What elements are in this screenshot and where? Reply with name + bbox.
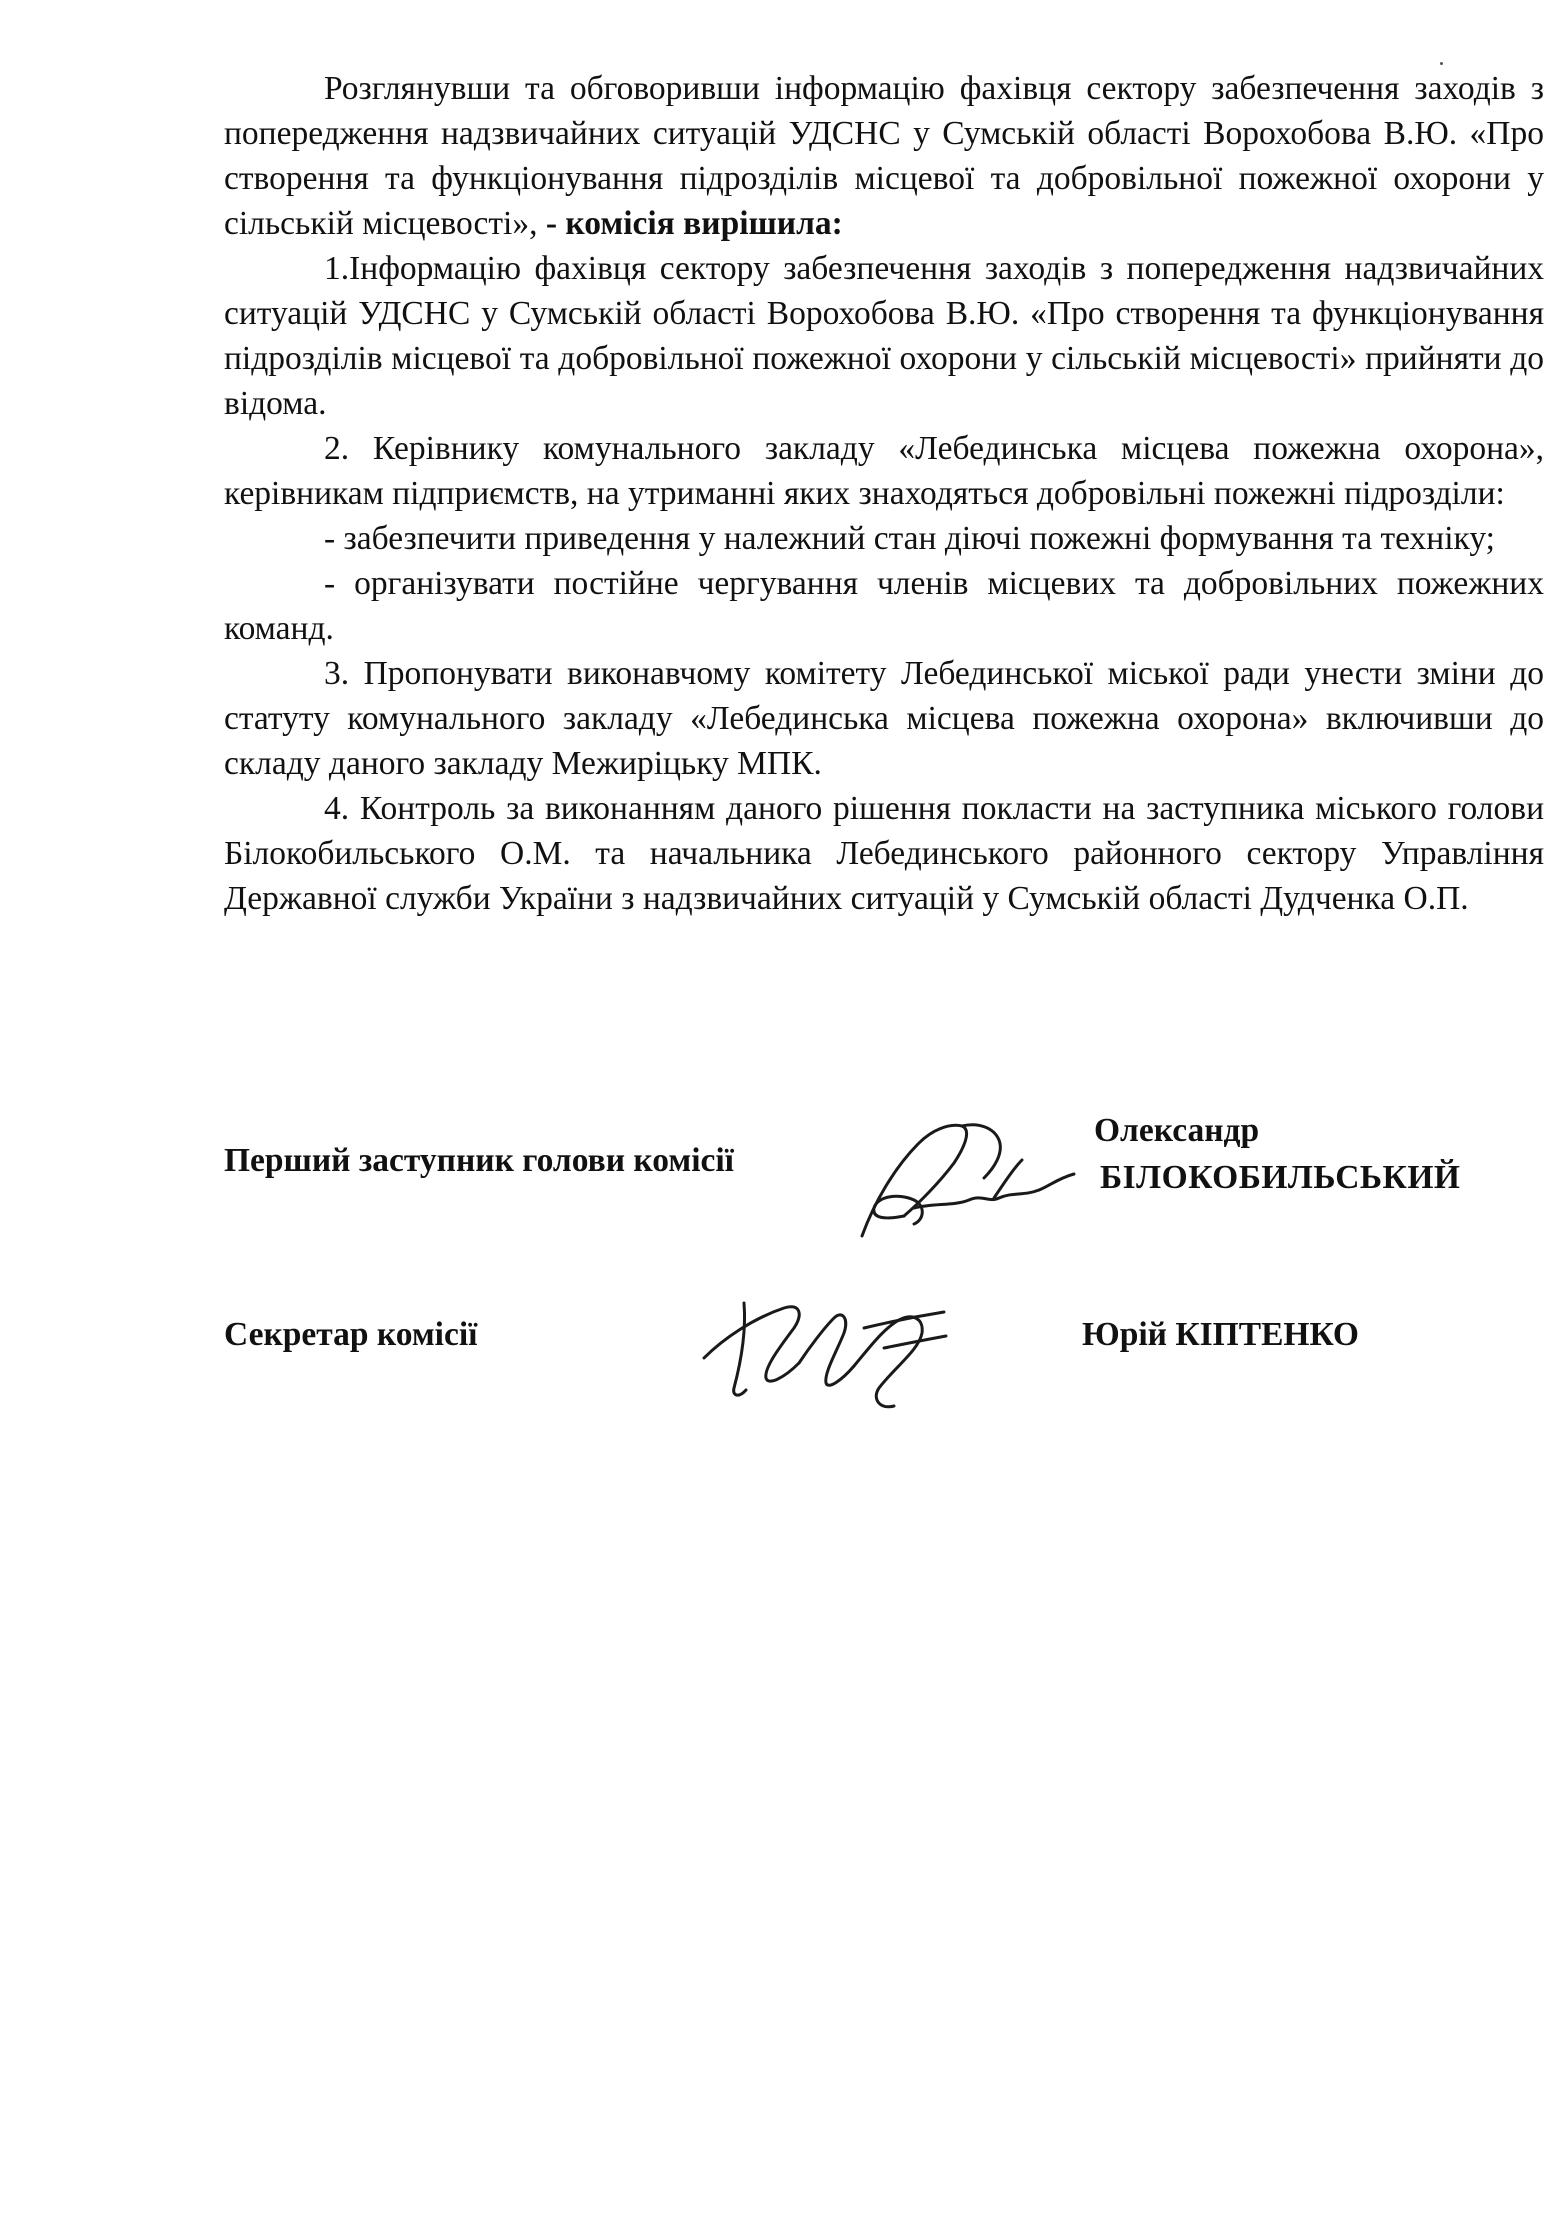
decision-label: - комісія вирішила: — [545, 205, 843, 242]
signature-row-first — [224, 1108, 1544, 1248]
intro-text: Розглянувши та обговоривши інформацію фахівця сектору забезпечення заходів з попередження надзвичайних ситуацій УДСНС у Сумській області Ворохобова В.Ю. «Про створення та функціонування підрозділів місцевої та добровільної пожежної охорони у сільській місцевості», — [224, 70, 1544, 242]
signatory-position-second: Секретар комісії — [224, 1316, 478, 1353]
paragraph-item-4: 4. Контроль за виконанням даного рішення покласти на заступника міського голови Білокобильського О.М. та начальника Лебединського районного сектору Управління Державної служби України з надзвичайних ситуацій у Сумській області Дудченка О.П. — [224, 790, 1544, 917]
signatory-family-name-first: БІЛОКОБИЛЬСЬКИЙ — [1100, 1159, 1461, 1196]
signatory-given-name-first: Олександр — [1094, 1112, 1260, 1149]
paragraph-intro — [224, 66, 1544, 246]
paragraph-item-3: 3. Пропонувати виконавчому комітету Лебединської міської ради унести зміни до статуту комунального закладу «Лебединська місцева пожежна охорона» включивши до складу даного закладу Межиріцьку МПК. — [224, 655, 1544, 782]
document-body — [224, 66, 1544, 921]
signature-row-second — [224, 1290, 1544, 1430]
signatory-position-first: Перший заступник голови комісії — [224, 1142, 734, 1179]
scan-speck — [1440, 62, 1443, 65]
handwritten-signature-second — [684, 1278, 984, 1418]
paragraph-item-1: 1.Інформацію фахівця сектору забезпечення заходів з попередження надзвичайних ситуацій УДСНС у Сумській області Ворохобова В.Ю. «Про створення та функціонування підрозділів місцевої та добровільної пожежної охорони у сільській місцевості» прийняти до відома. — [224, 250, 1544, 422]
paragraph-item-2-a: - забезпечити приведення у належний стан діючі пожежні формування та техніку; — [324, 520, 1495, 557]
handwritten-signature-first — [844, 1108, 1104, 1248]
signatory-name-second: Юрій КІПТЕНКО — [1082, 1316, 1359, 1353]
paragraph-item-2: 2. Керівнику комунального закладу «Лебединська місцева пожежна охорона», керівникам підприємств, на утриманні яких знаходяться добровільні пожежні підрозділи: — [224, 430, 1544, 512]
paragraph-item-2-b: - організувати постійне чергування членів місцевих та добровільних пожежних команд. — [224, 565, 1544, 647]
signatory-name-first — [1094, 1108, 1460, 1200]
